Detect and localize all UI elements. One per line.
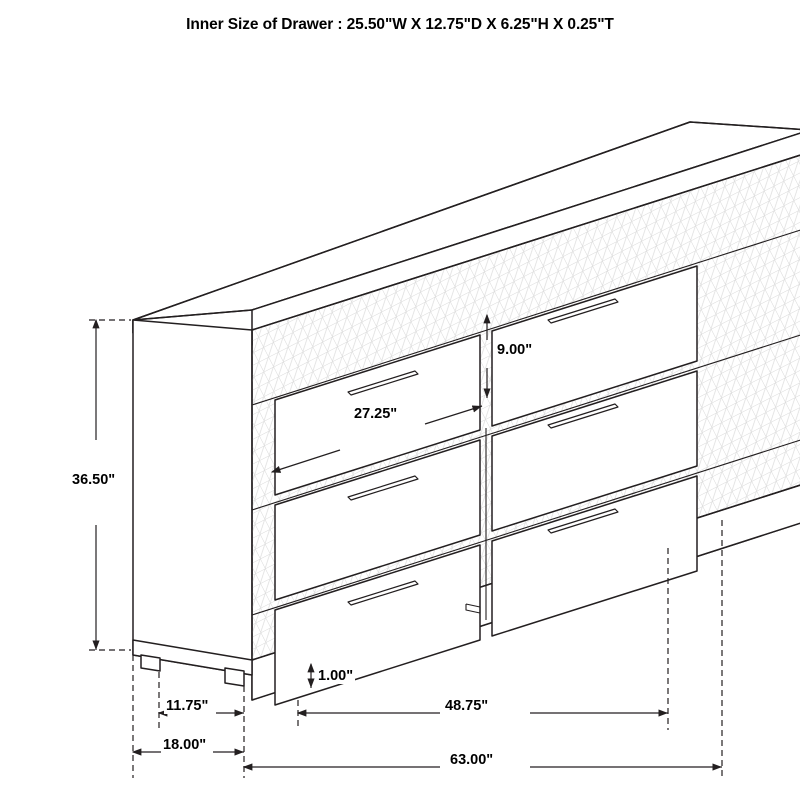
dimension-label-front-width-inner: 48.75"	[445, 698, 489, 714]
dimension-label-drawer-width-inner: 27.25"	[354, 406, 398, 422]
dresser-body	[133, 122, 800, 705]
dimension-label-drawer-height-inner: 9.00"	[497, 342, 533, 358]
dimension-label-depth-side: 11.75"	[166, 698, 209, 714]
dimension-label-base-height: 1.00"	[318, 668, 354, 684]
dimension-label-width-overall: 63.00"	[450, 752, 494, 768]
dimension-label-depth-overall: 18.00"	[163, 737, 207, 753]
dimension-label-height-overall: 36.50"	[72, 472, 116, 488]
page-title: Inner Size of Drawer : 25.50"W X 12.75"D X 6.25"H X 0.25"T	[186, 16, 614, 33]
